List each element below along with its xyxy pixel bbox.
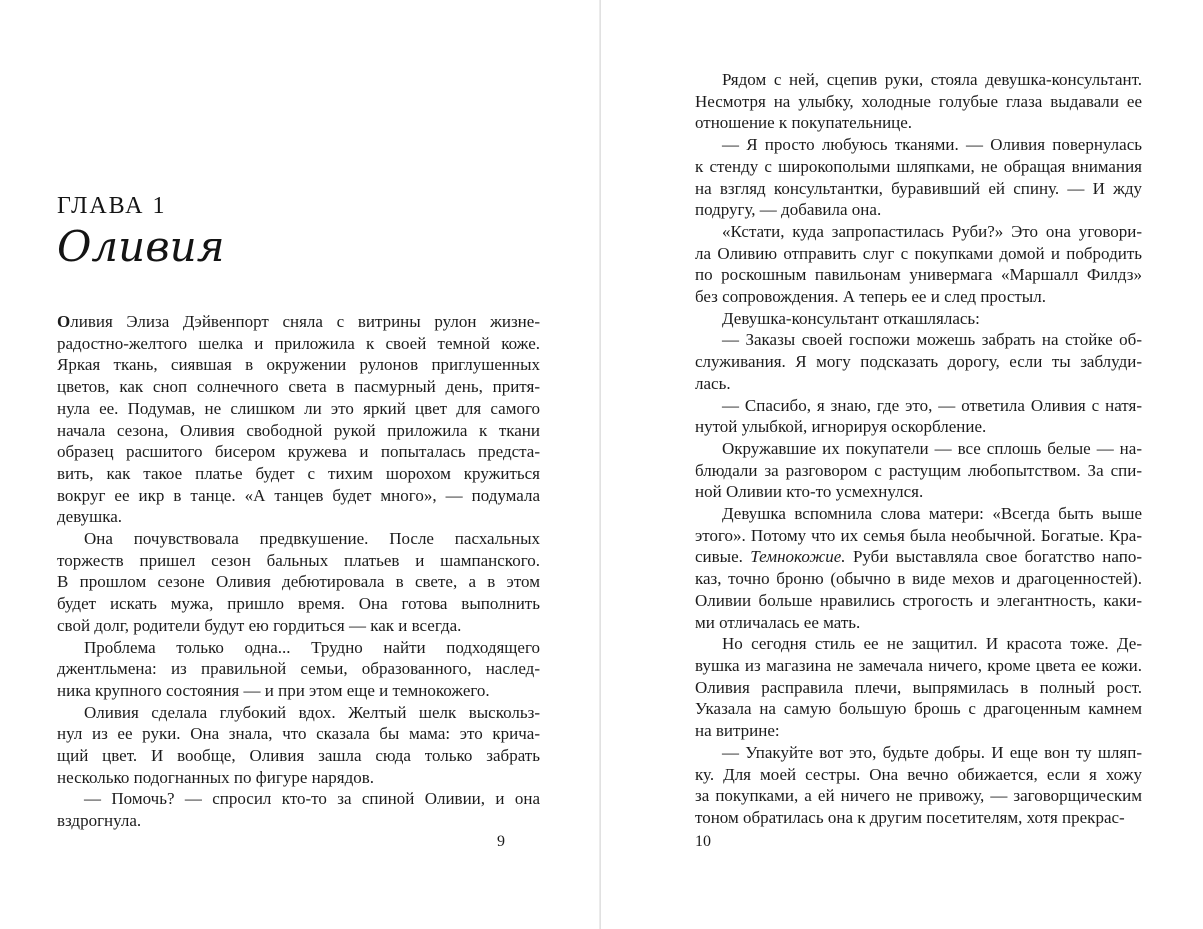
text-line: Несмотря на улыбку, холодные голубые глаза выдавали ее bbox=[695, 91, 1142, 111]
text-line: каз, точно броню (обычно в виде мехов и драгоценностей). bbox=[695, 569, 1142, 589]
text-line: нула ее. Подумав, не слишком ли это яркий цвет для самого bbox=[57, 398, 540, 418]
text-line: лась. bbox=[695, 373, 731, 393]
text-line: нул из ее руки. Она знала, что сказала бы мама: это крича- bbox=[57, 724, 540, 744]
right-page-body bbox=[695, 69, 1142, 829]
paragraph bbox=[695, 438, 1142, 503]
text-line: — Помочь? — спросил кто-то за спиной Оливии, и она bbox=[84, 789, 540, 809]
text-line: этого». Потому что их семья была необычной. Богатые. Кра- bbox=[695, 525, 1142, 545]
lead-capital: О bbox=[57, 312, 71, 331]
text-line: вушка из магазина не замечала ничего, кроме цвета ее кожи. bbox=[695, 655, 1142, 675]
chapter-title: Оливия bbox=[57, 222, 225, 271]
text-line: на взгляд консультантки, буравивший ей спину. — И жду bbox=[695, 178, 1142, 198]
text-line: ми отличалась ее мать. bbox=[695, 612, 861, 632]
text-line: Девушка вспомнила слова матери: «Всегда быть выше bbox=[722, 504, 1142, 524]
text-line: Проблема только одна... Трудно найти подходящего bbox=[84, 637, 540, 657]
text-line: вздрогнула. bbox=[57, 811, 142, 831]
chapter-label: ГЛАВА 1 bbox=[57, 193, 167, 219]
paragraph bbox=[695, 633, 1142, 742]
text-line: Яркая ткань, сиявшая в окружении рулонов приглушенных bbox=[57, 355, 540, 375]
paragraph bbox=[57, 637, 540, 702]
text-line: сивые. Темнокожие. Руби выставляла свое богатство напо- bbox=[695, 547, 1142, 567]
text-line: образец расшитого бисером кружева и попыталась предста- bbox=[57, 442, 540, 462]
text-line: тоном обратилась она к другим посетителям, хотя прекрас- bbox=[695, 807, 1125, 827]
text-line: ной Оливии кто-то усмехнулся. bbox=[695, 482, 924, 502]
text-line: блюдали за разговором с растущим любопытством. За спи- bbox=[695, 460, 1142, 480]
page-divider bbox=[599, 0, 601, 929]
text-line: джентльмена: из правильной семьи, образованного, наслед- bbox=[57, 659, 540, 679]
paragraph bbox=[695, 308, 1142, 330]
text-line: подругу, — добавила она. bbox=[695, 200, 882, 220]
text-line: вокруг ее икр в танце. «А танцев будет много», — подумала bbox=[57, 485, 540, 505]
text-line: по роскошным павильонам универмага «Маршалл Филдз» bbox=[695, 265, 1142, 285]
text-line: за покупками, а ей ничего не привожу, — заговорщическим bbox=[695, 786, 1142, 806]
text-line: — Заказы своей госпожи можешь забрать на стойке об- bbox=[722, 330, 1142, 350]
text-line: служивания. Я могу подсказать дорогу, если ты заблуди- bbox=[695, 352, 1142, 372]
text-line: цветов, как сноп солнечного света в пасмурный день, притя- bbox=[57, 377, 540, 397]
text-line: нутой улыбкой, игнорируя оскорбление. bbox=[695, 417, 987, 437]
text-line: «Кстати, куда запропастилась Руби?» Это она уговори- bbox=[722, 221, 1142, 241]
paragraph bbox=[695, 69, 1142, 134]
text-line: Рядом с ней, сцепив руки, стояла девушка-консультант. bbox=[722, 70, 1142, 89]
page-number-left: 9 bbox=[497, 833, 505, 850]
paragraph bbox=[57, 528, 540, 637]
text-line: отношение к покупательнице. bbox=[695, 113, 913, 133]
text-line: будет искать мужа, пришло время. Она готова выполнить bbox=[57, 594, 540, 614]
left-page-body bbox=[57, 311, 540, 832]
text-line: Оливия расправила плечи, выпрямилась в полный рост. bbox=[695, 677, 1142, 697]
text-line: ку. Для моей сестры. Она вечно обижается, если я хожу bbox=[695, 764, 1142, 784]
paragraph bbox=[695, 395, 1142, 438]
text-line: Окружавшие их покупатели — все сплошь белые — на- bbox=[722, 438, 1142, 458]
text-line: свой долг, родители будут ею гордиться — как и всегда. bbox=[57, 615, 462, 635]
left-page bbox=[57, 0, 540, 929]
paragraph bbox=[57, 311, 540, 528]
text-line: Указала на самую большую брошь с драгоценным камнем bbox=[695, 699, 1142, 719]
text-line: вить, как такое платье будет с тихим шорохом кружиться bbox=[57, 463, 540, 483]
paragraph bbox=[695, 221, 1142, 308]
paragraph bbox=[695, 329, 1142, 394]
paragraph bbox=[695, 503, 1142, 633]
text-line: — Спасибо, я знаю, где это, — ответила Оливия с натя- bbox=[722, 395, 1142, 415]
text-line: щий цвет. И вообще, Оливия зашла сюда только забрать bbox=[57, 746, 540, 766]
text-line: В прошлом сезоне Оливия дебютировала в свете, а в этом bbox=[57, 572, 540, 592]
text-line: начала сезона, Оливия свободной рукой приложила к ткани bbox=[57, 420, 540, 440]
paragraph bbox=[57, 702, 540, 789]
text-line: торжеств пришел сезон бальных платьев и шампанского. bbox=[57, 550, 540, 570]
text-line: ла Оливию отправить слуг с покупками домой и побродить bbox=[695, 243, 1142, 263]
text-line: Оливия сделала глубокий вдох. Желтый шелк выскольз- bbox=[84, 702, 540, 722]
text-line: Она почувствовала предвкушение. После пасхальных bbox=[84, 529, 540, 549]
text-line: Но сегодня стиль ее не защитил. И красота тоже. Де- bbox=[722, 634, 1142, 654]
text-line: Оливия Элиза Дэйвенпорт сняла с витрины рулон жизне- bbox=[57, 312, 540, 331]
paragraph bbox=[57, 788, 540, 831]
text-line: — Я просто любуюсь тканями. — Оливия повернулась bbox=[722, 135, 1142, 155]
text-line: несколько подогнанных по фигуре нарядов. bbox=[57, 767, 375, 787]
paragraph bbox=[695, 742, 1142, 829]
text-line: Оливии больше нравились строгость и элегантность, каки- bbox=[695, 590, 1142, 610]
text-line: радостно-желтого шелка и приложила к своей темной коже. bbox=[57, 333, 540, 353]
paragraph bbox=[695, 134, 1142, 221]
page-number-right: 10 bbox=[695, 833, 711, 850]
text-line: девушка. bbox=[57, 507, 123, 527]
text-line: на витрине: bbox=[695, 721, 780, 741]
text-line: Девушка-консультант откашлялась: bbox=[722, 308, 980, 328]
text-line: без сопровождения. А теперь ее и след простыл. bbox=[695, 287, 1046, 307]
text-line: к стенду с широкополыми шляпками, не обращая внимания bbox=[695, 156, 1142, 176]
right-page bbox=[695, 0, 1142, 929]
text-line: — Упакуйте вот это, будьте добры. И еще вон ту шляп- bbox=[722, 742, 1142, 762]
text-line: ника крупного состояния — и при этом еще и темнокожего. bbox=[57, 680, 490, 700]
